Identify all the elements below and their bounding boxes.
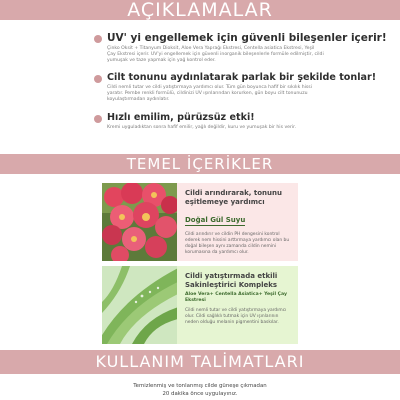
feature-heading: Cilt tonunu aydınlatarak parlak bir şekilde tonlar! (107, 72, 377, 83)
ingredient-card-soothing-complex (102, 266, 298, 344)
ingredient-title-line1: Cildi arındırarak, tonunu (185, 189, 282, 197)
feature-body: Kremi uyguladıktan sonra hafif emilir, yağlı değildir, kuru ve yumuşak bir his verir. (107, 125, 297, 130)
feature-body: Çinko Oksit + Titanyum Dioksit, Aloe Vera Yaprağı Ekstresi, Centella asiatica Ekstresi, Yeşil Çay Ekstresi içerir. UV'yi engellemek için güvenli inorganik bileşenlerle formüle edilmiştir, cildi yumuşak ve taze yapmak için yağ kontrol eder. (107, 46, 324, 64)
bullet-dot-icon (94, 115, 102, 123)
rose-flower-image (102, 183, 177, 261)
ingredient-name: Doğal Gül Suyu (185, 216, 246, 224)
ingredient-title-line2: eşitlemeye yardımcı (185, 198, 265, 206)
feature-heading: UV' yi engellemek için güvenli bileşenler içerir! (107, 32, 387, 44)
usage-instructions (100, 382, 300, 398)
ingredient-description: Cildi nemli tutar ve cildi yatıştırmaya yardımcı olur. Cildi sağlıklı tutmak için UV ışınlarının neden olduğu melanin pigmentini baskılar. (185, 308, 287, 325)
feature-brightening (94, 72, 377, 104)
section-banner-temel-icerikler: TEMEL İÇERİKLER (0, 154, 400, 174)
section-banner-kullanim-talimatlari: KULLANIM TALİMATLARI (0, 350, 400, 374)
ingredient-name: Aloe Vera+ Centella Asiatica+ Yeşil Çay Ekstresi (185, 292, 287, 303)
ingredient-description: Cildi arındırır ve cildin PH dengesini kontrol ederek nem hissini arttırmaya yardımcı olan bu doğal bileşen aynı zamanda cildin nemini korumasına da yardımcı olur. (185, 232, 290, 255)
aloe-vera-image (102, 266, 177, 344)
ingredient-title-line1: Cildi yatıştırmada etkili (185, 272, 278, 280)
feature-fast-absorption (94, 112, 324, 131)
bullet-dot-icon (94, 75, 102, 83)
instructions-line1: Temizlenmiş ve tonlanmış cilde güneşe çıkmadan (133, 383, 267, 389)
bullet-dot-icon (94, 35, 102, 43)
feature-body: Cildi nemli tutar ve cildi yatıştırmaya yardımcı olur. Tüm gün boyunca hafif bir sıkılık hissi yaratır. Pembe renkli formülü, cildinizi UV ışınlarından korurken, gün boyu cilt tonunuzu koyulaştırmadan aydınlatır. (107, 85, 312, 103)
feature-heading: Hızlı emilim, pürüzsüz etki! (107, 112, 255, 123)
ingredient-title-line2: Sakinleştirici Kompleks (185, 281, 278, 289)
ingredient-panel (177, 266, 298, 344)
ingredient-card-rose-water (102, 183, 298, 261)
ingredient-panel (177, 183, 298, 261)
instructions-line2: 20 dakika önce uygulayınız. (162, 391, 238, 397)
feature-uv-protection (94, 32, 387, 65)
section-banner-aciklamalar: AÇIKLAMALAR (0, 0, 400, 20)
